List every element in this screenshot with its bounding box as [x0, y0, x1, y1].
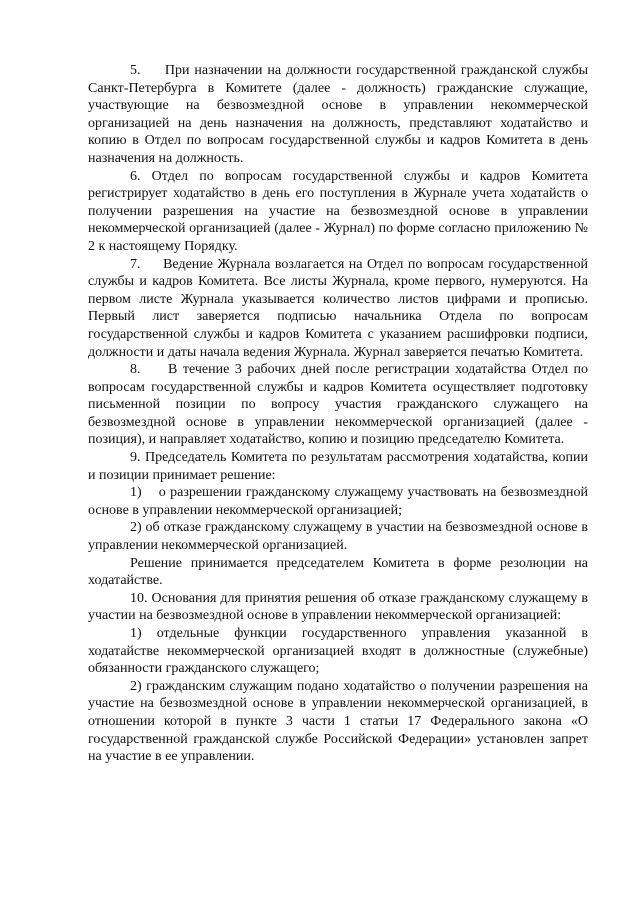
paragraph-6-registration: 6. Отдел по вопросам государственной службы и кадров Комитета регистрирует ходатайство в день его поступления в Журнале учета ходатайств о получении разрешения на участие на безвозмездной основе в управлении некоммерческой организацией (далее - Журнал) по форме согласно приложению № 2 к настоящему Порядку.	[88, 168, 588, 254]
paragraph-5-appointment: 5. При назначении на должности государственной гражданской службы Санкт-Петербурга в Комитете (далее - должность) гражданские служащие, участвующие на безвозмездной основе в управлении некоммерческой организацией на день назначения на должность, представляют ходатайство и копию в Отдел по вопросам государственной службы и кадров Комитета в день назначения на должность.	[88, 63, 588, 166]
paragraph-resolution: Решение принимается председателем Комитета в форме резолюции на ходатайстве.	[88, 555, 588, 589]
paragraph-10-item-2: 2) гражданским служащим подано ходатайство о получении разрешения на участие на безвозмездной основе в управлении некоммерческой организацией, в отношении которой в пункте 3 части 1 статьи 17 Федерального закона «О государственной гражданской службе Российской Федерации» установлен запрет на участие в ее управлении.	[88, 678, 588, 765]
paragraph-10-item-1: 1) отдельные функции государственного управления указанной в ходатайстве некоммерческой организацией входят в должностные (служебные) обязанности гражданского служащего;	[88, 626, 588, 677]
paragraph-8-position: 8. В течение 3 рабочих дней после регистрации ходатайства Отдел по вопросам государственной службы и кадров Комитета осуществляет подготовку письменной позиции по вопросу участия гражданского служащего на безвозмездной основе в управлении некоммерческой организацией (далее - позиция), и направляет ходатайство, копию и позицию председателю Комитета.	[88, 362, 588, 448]
paragraph-10-grounds: 10. Основания для принятия решения об отказе гражданскому служащему в участии на безвозмездной основе в управлении некоммерческой организацией:	[88, 590, 588, 624]
paragraph-7-journal: 7. Ведение Журнала возлагается на Отдел по вопросам государственной службы и кадров Комитета. Все листы Журнала, кроме первого, нумеруются. На первом листе Журнала указывается количество листов цифрами и прописью. Первый лист заверяется подписью начальника Отдела по вопросам государственной службы и кадров Комитета с указанием расшифровки подписи, должности и даты начала ведения Журнала. Журнал заверяется печатью Комитета.	[88, 256, 588, 360]
paragraph-9-item-2: 2) об отказе гражданскому служащему в участии на безвозмездной основе в управлении некоммерческой организацией.	[88, 520, 588, 554]
paragraph-9-item-1: 1) о разрешении гражданскому служащему участвовать на безвозмездной основе в управлении некоммерческой организацией;	[88, 485, 588, 518]
document-page	[88, 62, 588, 766]
paragraph-9-decision: 9. Председатель Комитета по результатам рассмотрения ходатайства, копии и позиции принимает решение:	[88, 450, 588, 483]
